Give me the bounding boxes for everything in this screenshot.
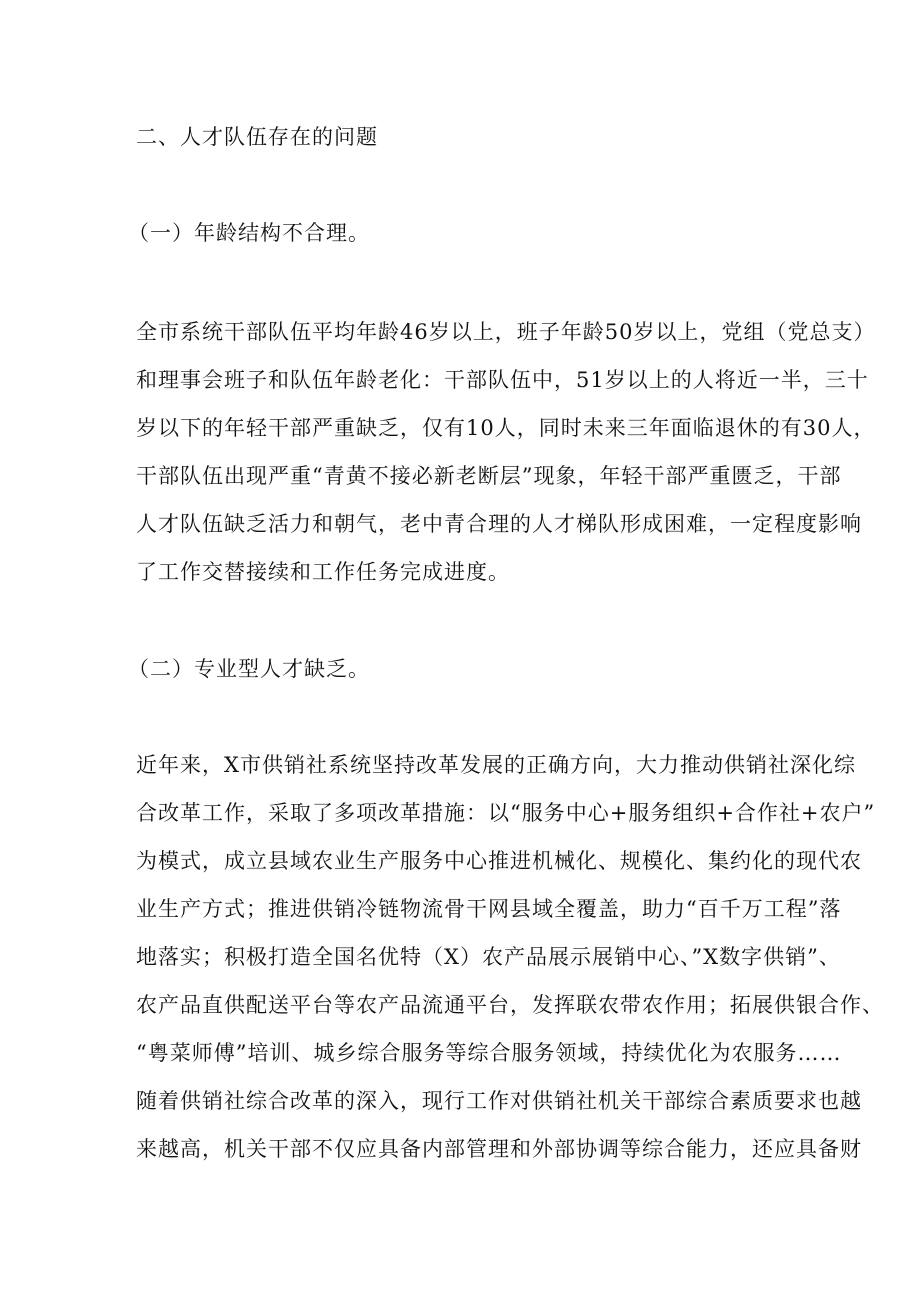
subsection-2-heading: （二）专业型人才缺乏。 — [128, 657, 370, 681]
paragraph-line: 业生产方式；推进供销冷链物流骨干网县域全覆盖，助力“百千万工程”落 — [136, 897, 842, 921]
paragraph-line: 随着供销社综合改革的深入，现行工作对供销社机关干部综合素质要求也越 — [136, 1089, 862, 1113]
paragraph-line: 地落实；积极打造全国名优特（X）农产品展示展销中心、”X数字供销”、 — [136, 945, 841, 969]
subsection-1-paragraph — [136, 308, 876, 596]
paragraph-line: “粤菜师傅”培训、城乡综合服务等综合服务领域，持续优化为农服务…… — [136, 1041, 842, 1065]
paragraph-line: 和理事会班子和队伍年龄老化：干部队伍中，51岁以上的人将近一半，三十 — [136, 368, 869, 392]
subsection-2-paragraph — [136, 741, 884, 1173]
paragraph-line: 了工作交替接续和工作任务完成进度。 — [136, 560, 510, 584]
paragraph-line: 近年来，X市供销社系统坚持改革发展的正确方向，大力推动供销社深化综 — [136, 753, 856, 777]
paragraph-line: 全市系统干部队伍平均年龄46岁以上，班子年龄50岁以上，党组（党总支） — [136, 320, 876, 344]
paragraph-line: 农产品直供配送平台等农产品流通平台，发挥联农带农作用；拓展供银合作、 — [136, 993, 884, 1017]
paragraph-line: 来越高，机关干部不仅应具备内部管理和外部协调等综合能力，还应具备财 — [136, 1137, 862, 1161]
paragraph-line: 合改革工作，采取了多项改革措施：以“服务中心+服务组织+合作社+农户” — [136, 801, 876, 825]
paragraph-line: 岁以下的年轻干部严重缺乏，仅有10人，同时未来三年面临退休的有30人， — [136, 416, 876, 440]
paragraph-line: 人才队伍缺乏活力和朝气，老中青合理的人才梯队形成困难，一定程度影响 — [136, 512, 862, 536]
paragraph-line: 为模式，成立县域农业生产服务中心推进机械化、规模化、集约化的现代农 — [136, 849, 862, 873]
subsection-1-heading: （一）年龄结构不合理。 — [128, 221, 370, 245]
section-heading: 二、人才队伍存在的问题 — [136, 125, 378, 149]
paragraph-line: 干部队伍出现严重“青黄不接必新老断层”现象，年轻干部严重匮乏，干部 — [136, 464, 842, 488]
